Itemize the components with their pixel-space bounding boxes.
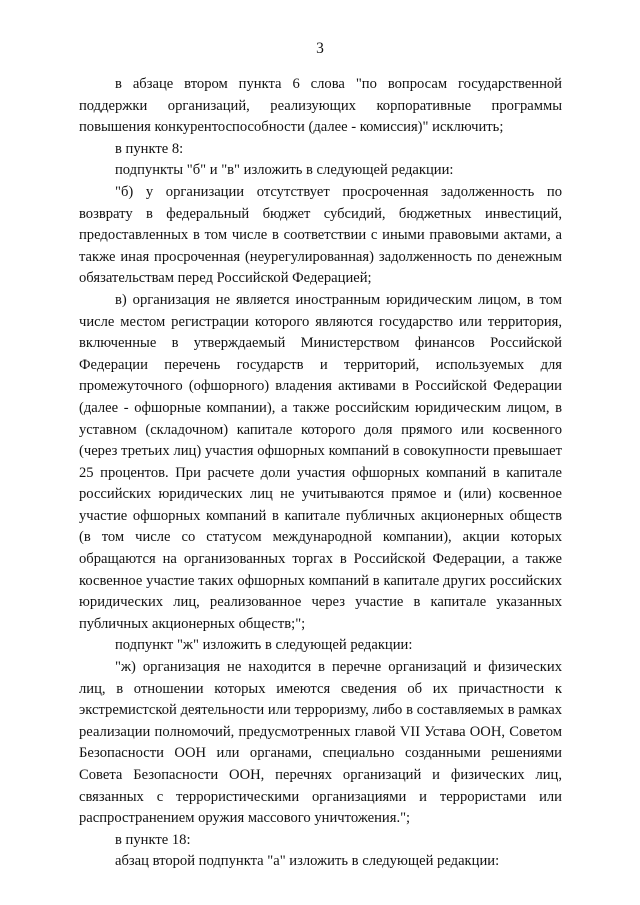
paragraph-item-18-heading: в пункте 18: <box>115 831 191 848</box>
paragraph-subitem-v: в) организация не является иностранным юридическим лицом, в том числе местом регистрации которого являются государство или территория, включенные в утверждаемый Министерством финансов Российской Федерации перечень государств и территорий, используемых для промежуточного (офшорного) владения активами в Российской Федерации (далее - офшорные компании), а также российским юридическим лицом, в уставном (складочном) капитале которого доля прямого или косвенного (через третьих лиц) участия офшорных компаний в совокупности превышает 25 процентов. При расчете доли участия офшорных компаний в капитале российских юридических лиц не учитываются прямое и (или) косвенное участие офшорных компаний в капитале публичных акционерных обществ (в том числе со статусом международной компании), акции которых обращаются на организованных торгах в Российской Федерации, а также косвенное участие таких офшорных компаний в капитале других российских юридических лиц, реализованное через участие в капитале указанных публичных акционерных обществ;"; <box>79 291 562 632</box>
page-number: 3 <box>316 40 324 57</box>
paragraph-item-18-subitem-a-intro: абзац второй подпункта "а" изложить в следующей редакции: <box>115 853 500 870</box>
document-body <box>79 74 562 873</box>
paragraph-subitem-zh: "ж) организация не находится в перечне организаций и физических лиц, в отношении которых имеются сведения об их причастности к экстремистской деятельности или терроризму, либо в составляемых в рамках реализации полномочий, предусмотренных главой VII Устава ООН, Советом Безопасности ООН или органами, специально созданными решениями Совета Безопасности ООН, перечнях организаций и физических лиц, связанных с террористическими организациями и террористами или распространением оружия массового уничтожения."; <box>79 659 562 827</box>
paragraph-subitems-b-v-intro: подпункты "б" и "в" изложить в следующей редакции: <box>115 162 454 179</box>
paragraph-subitem-zh-intro: подпункт "ж" изложить в следующей редакции: <box>115 637 413 654</box>
paragraph-subitem-b: "б) у организации отсутствует просроченная задолженность по возврату в федеральный бюджет субсидий, бюджетных инвестиций, предоставленных в том числе в соответствии с иными правовыми актами, а также иная просроченная (неурегулированная) задолженность по денежным обязательствам перед Российской Федерацией; <box>79 183 562 287</box>
paragraph-item-6-amendment: в абзаце втором пункта 6 слова "по вопросам государственной поддержки организаций, реализующих корпоративные программы повышения конкурентоспособности (далее - комиссия)" исключить; <box>79 76 562 136</box>
paragraph-item-8-heading: в пункте 8: <box>115 140 184 157</box>
